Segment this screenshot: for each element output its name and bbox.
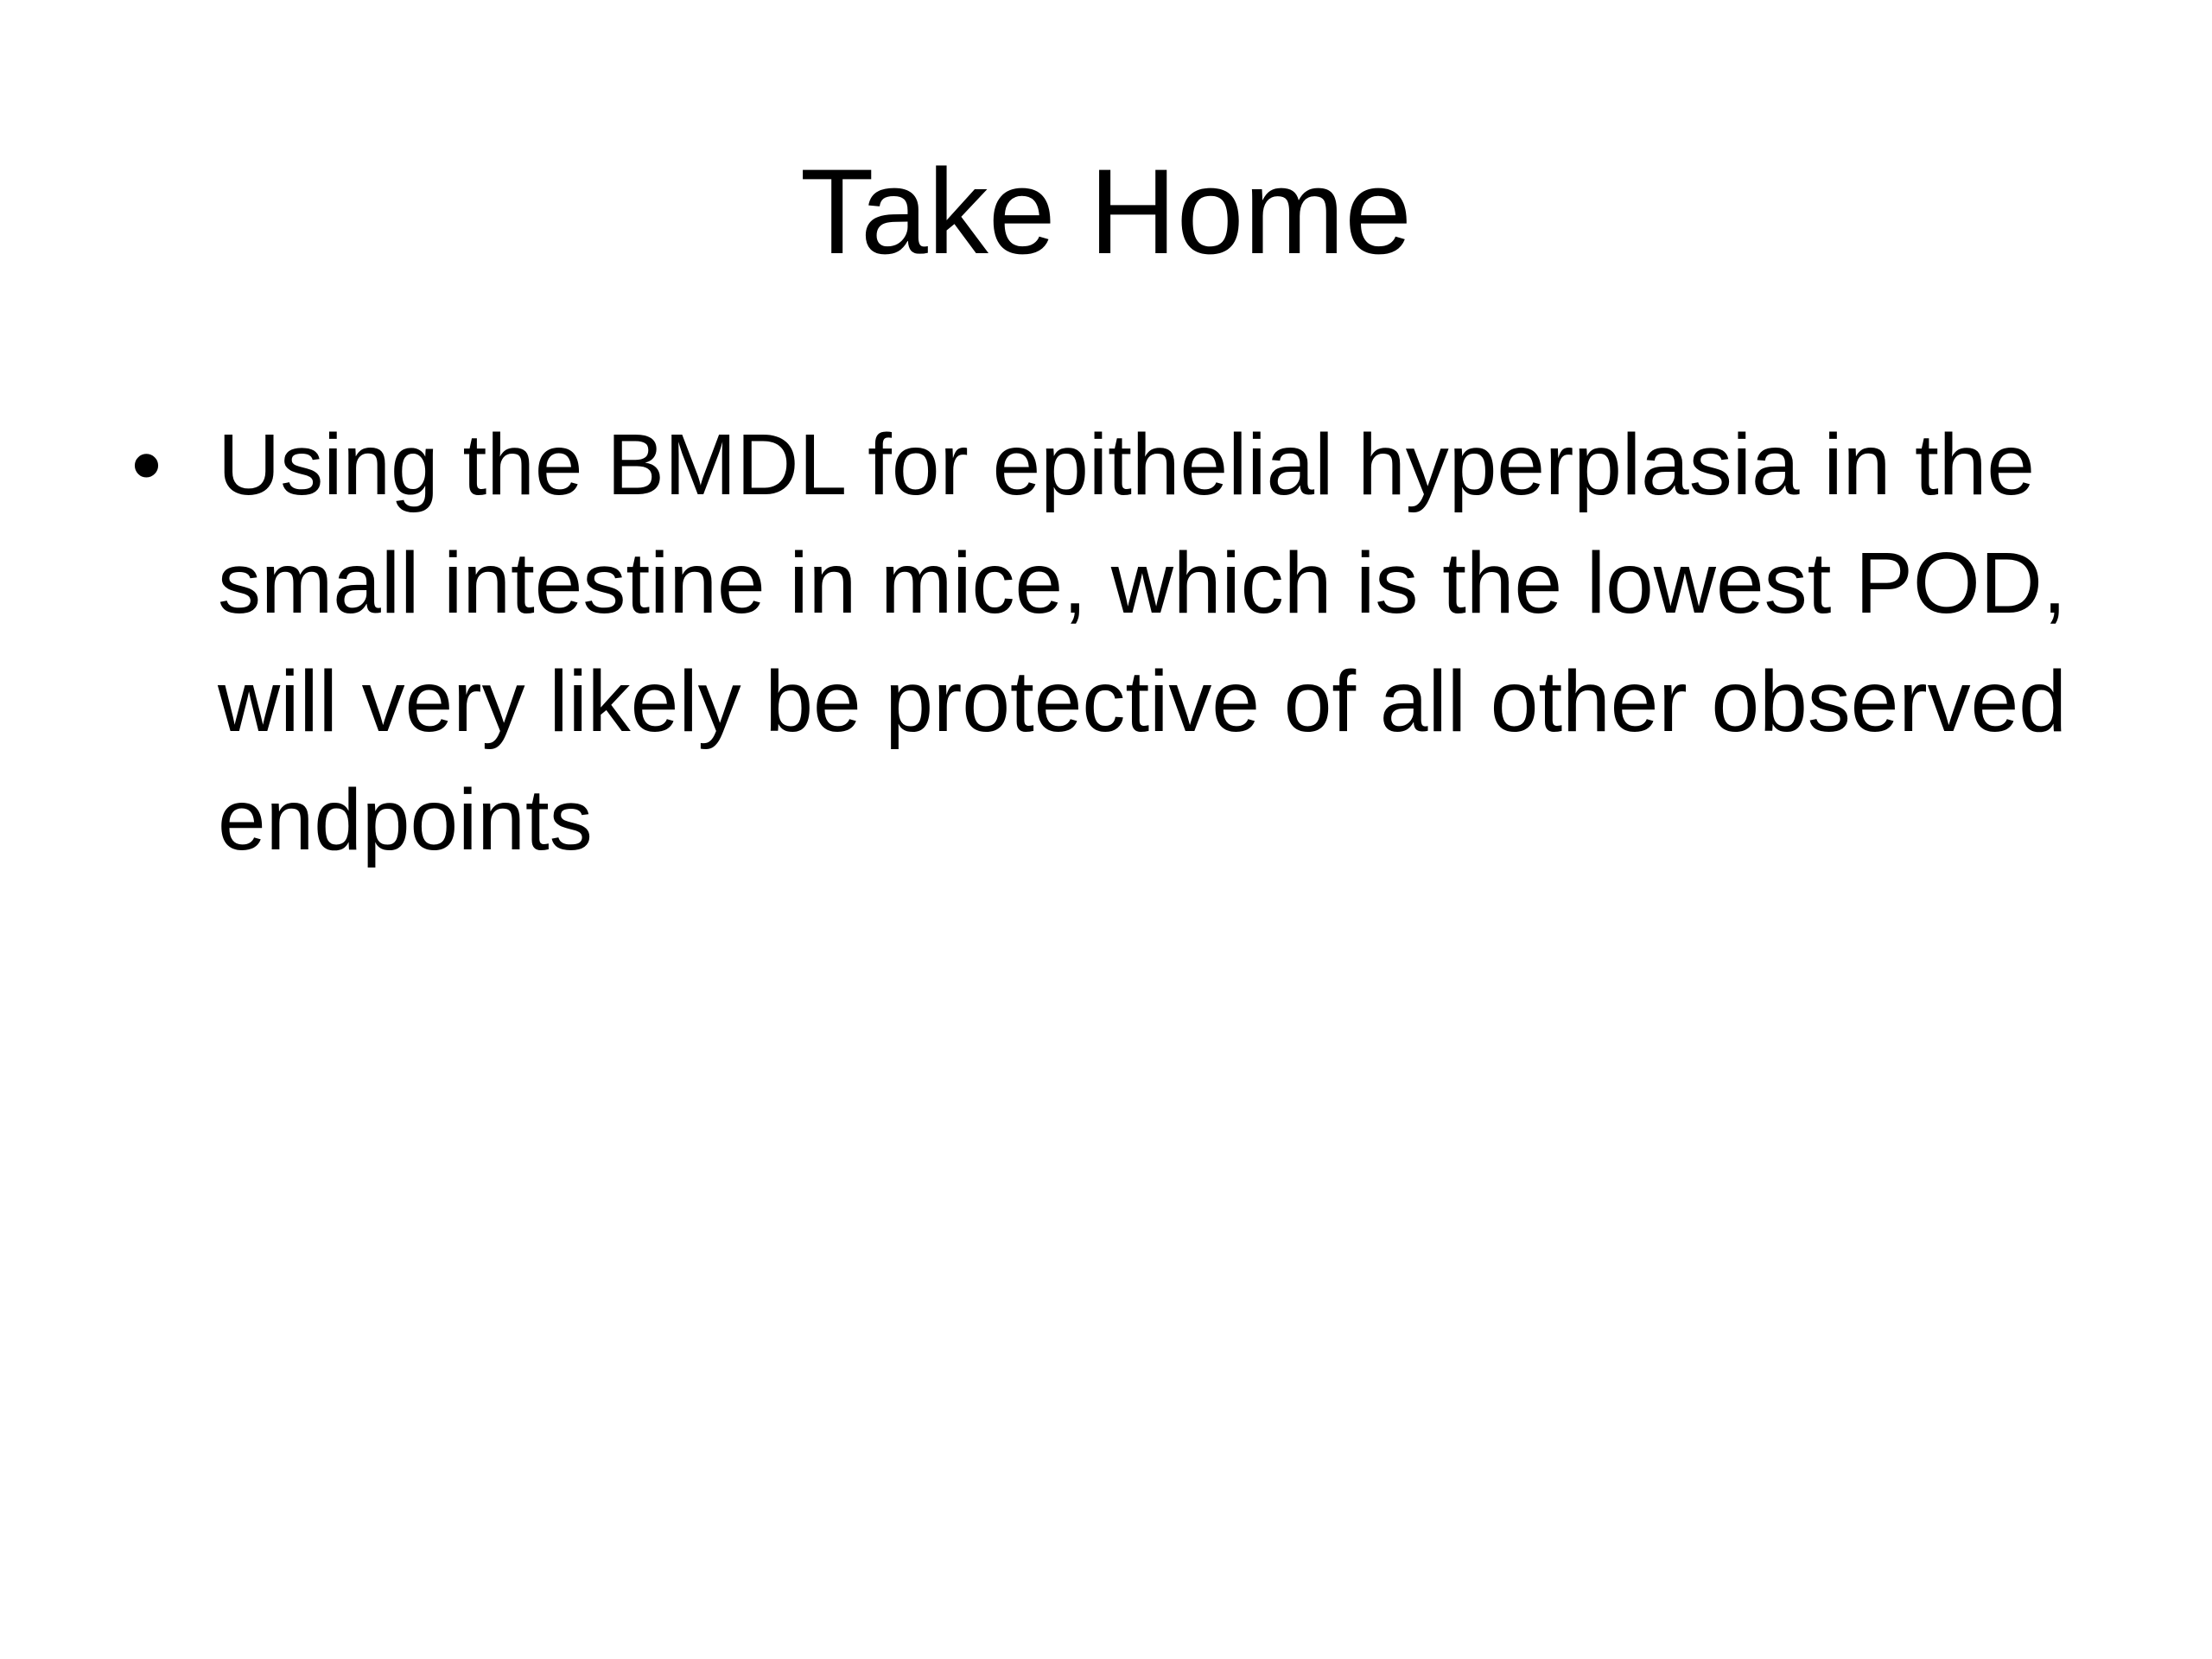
bullet-list [130,406,2126,880]
bullet-text: Using the BMDL for epithelial hyperplasia in the small intestine in mice, which is the lowest POD, will very likely be protective of all other observed endpoints [218,416,2067,868]
slide-title: Take Home [799,143,1413,279]
bullet-item [130,406,2126,880]
bullet-marker: • [131,416,162,513]
